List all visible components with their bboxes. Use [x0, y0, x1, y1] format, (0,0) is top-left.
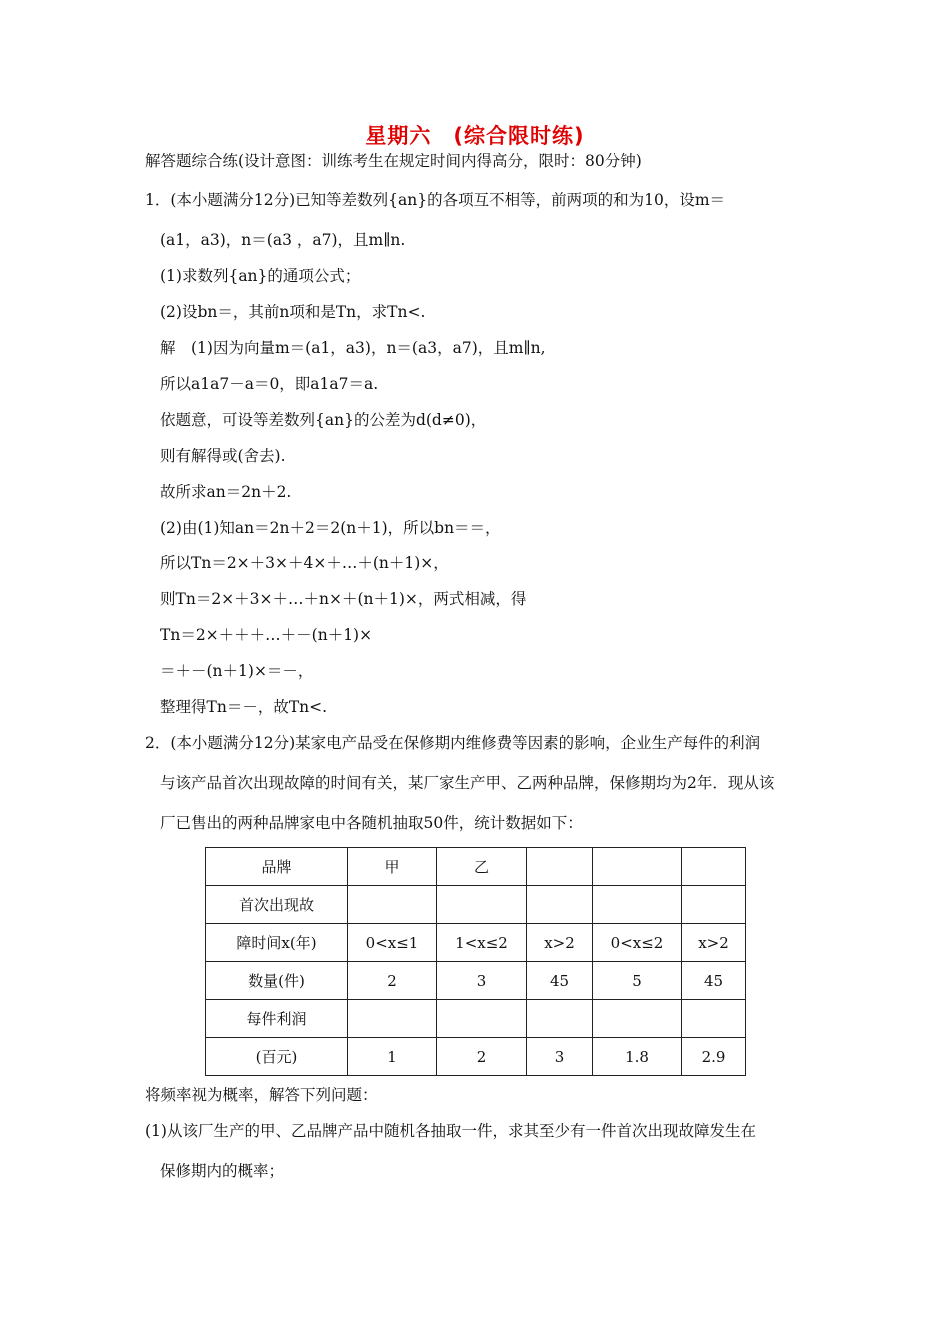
- table-cell: 品牌: [206, 848, 348, 886]
- table-cell: 1<x≤2: [437, 924, 527, 962]
- table-cell: 45: [527, 962, 593, 1000]
- page-title: 星期六 (综合限时练): [365, 124, 585, 148]
- table-cell: x>2: [682, 924, 746, 962]
- table-cell: 2: [348, 962, 437, 1000]
- table-cell: 1.8: [593, 1038, 682, 1076]
- q2-after-1: 将频率视为概率，解答下列问题：: [145, 1086, 378, 1104]
- table-cell: [348, 886, 437, 924]
- q2-after-3: 保修期内的概率；: [160, 1162, 285, 1180]
- table-cell: 首次出现故: [206, 886, 348, 924]
- table-row: [206, 1000, 746, 1038]
- table-cell: [527, 886, 593, 924]
- q2-line-1: 2．(本小题满分12分)某家电产品受在保修期内维修费等因素的影响，企业生产每件的利润: [145, 734, 761, 752]
- table-cell: [527, 1000, 593, 1038]
- table-cell: [527, 848, 593, 886]
- q1-solution-11: 整理得Tn＝－，故Tn<.: [160, 698, 328, 716]
- table-cell: [593, 1000, 682, 1038]
- intro-text: 解答题综合练(设计意图：训练考生在规定时间内得高分，限时：80分钟): [145, 152, 642, 170]
- q1-solution-3: 依题意，可设等差数列{an}的公差为d(d≠0)，: [160, 411, 487, 429]
- q1-solution-8: 则Tn＝2×＋3×＋…＋n×＋(n＋1)×，两式相减，得: [160, 590, 527, 608]
- table-row: [206, 1038, 746, 1076]
- q1-solution-5: 故所求an＝2n＋2.: [160, 483, 292, 501]
- table-cell: [348, 1000, 437, 1038]
- table-cell: 3: [527, 1038, 593, 1076]
- q1-solution-4: 则有解得或(舍去).: [160, 447, 286, 465]
- table-cell: 数量(件): [206, 962, 348, 1000]
- table-cell: [593, 886, 682, 924]
- q1-solution-10: ＝＋－(n＋1)×＝－，: [160, 662, 314, 680]
- table-cell: x>2: [527, 924, 593, 962]
- q1-solution-7: 所以Tn＝2×＋3×＋4×＋…＋(n＋1)×，: [160, 554, 449, 572]
- table-cell: 2.9: [682, 1038, 746, 1076]
- table-cell: 45: [682, 962, 746, 1000]
- table-row: [206, 924, 746, 962]
- table-cell: 每件利润: [206, 1000, 348, 1038]
- table-cell: 5: [593, 962, 682, 1000]
- table-cell: 障时间x(年): [206, 924, 348, 962]
- table-row: [206, 962, 746, 1000]
- q1-line-3: (1)求数列{an}的通项公式；: [160, 267, 361, 285]
- statistics-table: [205, 847, 746, 1076]
- q1-solution-6: (2)由(1)知an＝2n＋2＝2(n＋1)，所以bn＝＝，: [160, 519, 501, 537]
- q1-line-4: (2)设bn＝，其前n项和是Tn，求Tn<.: [160, 303, 426, 321]
- table-cell: (百元): [206, 1038, 348, 1076]
- q1-solution-9: Tn＝2×＋＋＋…＋－(n＋1)×: [160, 626, 373, 644]
- q2-line-3: 厂已售出的两种品牌家电中各随机抽取50件，统计数据如下：: [160, 814, 583, 832]
- table-cell: [437, 1000, 527, 1038]
- table-cell: [682, 848, 746, 886]
- table-cell: [682, 1000, 746, 1038]
- table-cell: 2: [437, 1038, 527, 1076]
- table-cell: 乙: [437, 848, 527, 886]
- table-cell: 甲: [348, 848, 437, 886]
- q1-solution-2: 所以a1a7－a＝0，即a1a7＝a.: [160, 375, 379, 393]
- table-row: [206, 886, 746, 924]
- q2-line-2: 与该产品首次出现故障的时间有关，某厂家生产甲、乙两种品牌，保修期均为2年．现从该: [160, 774, 775, 792]
- table-cell: 0<x≤1: [348, 924, 437, 962]
- table-row: [206, 848, 746, 886]
- table-cell: [682, 886, 746, 924]
- q2-after-2: (1)从该厂生产的甲、乙品牌产品中随机各抽取一件，求其至少有一件首次出现故障发生在: [145, 1122, 756, 1140]
- q1-line-1: 1．(本小题满分12分)已知等差数列{an}的各项互不相等，前两项的和为10，设m＝: [145, 191, 726, 209]
- table-cell: 0<x≤2: [593, 924, 682, 962]
- table-cell: 3: [437, 962, 527, 1000]
- table-cell: 1: [348, 1038, 437, 1076]
- table-cell: [593, 848, 682, 886]
- q1-line-2: (a1，a3)，n＝(a3 ，a7)，且m∥n.: [160, 231, 406, 249]
- q1-solution-1: 解 (1)因为向量m＝(a1，a3)，n＝(a3，a7)，且m∥n,: [160, 339, 546, 357]
- table-cell: [437, 886, 527, 924]
